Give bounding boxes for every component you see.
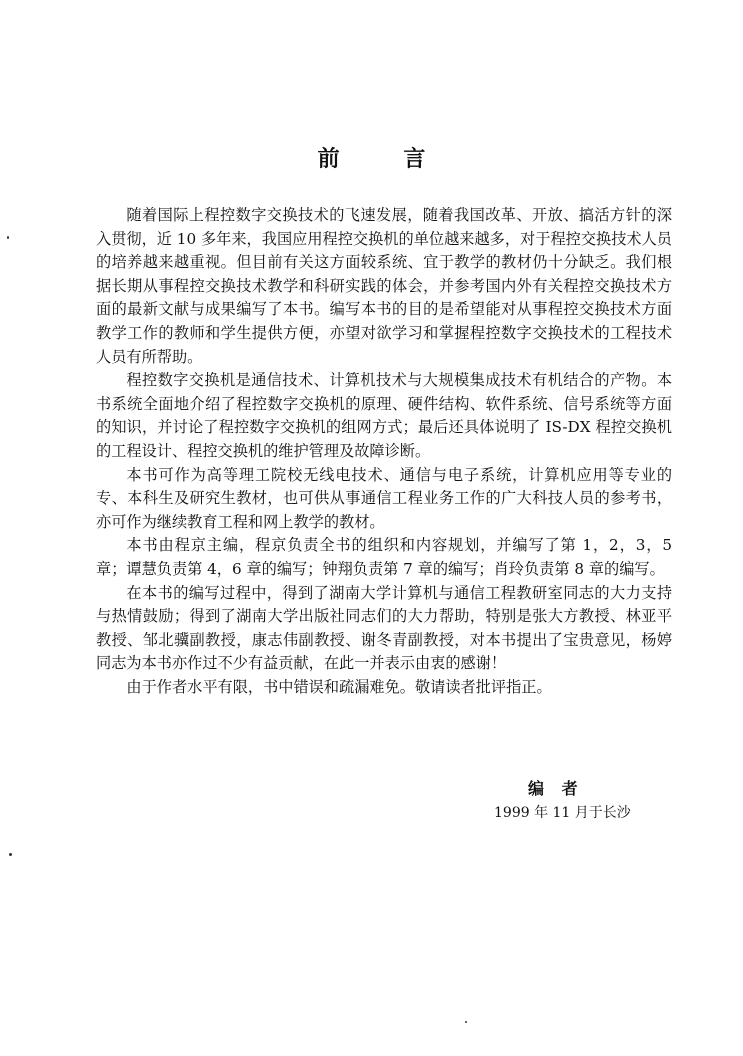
scan-speck <box>9 853 12 856</box>
scan-speck <box>465 1021 467 1023</box>
paragraph: 程控数字交换机是通信技术、计算机技术与大规模集成技术有机结合的产物。本书系统全面地介绍了程控数字交换机的原理、硬件结构、软件系统、信号系统等方面的知识，并讨论了程控数字交换机的组网方式；最后还具体说明了 IS-DX 程控交换机的工程设计、程控交换机的维护管理及故障诊断。 <box>96 371 672 460</box>
author-signature: 编 者 <box>528 779 584 798</box>
paragraph: 本书可作为高等理工院校无线电技术、通信与电子系统，计算机应用等专业的专、本科生及研究生教材，也可供从事通信工程业务工作的广大科技人员的参考书，亦可作为继续教育工程和网上教学的教材。 <box>96 465 672 531</box>
date-line: 1999 年 11 月于长沙 <box>494 805 631 821</box>
scan-speck <box>7 236 9 239</box>
preface-body <box>96 204 672 699</box>
paragraph: 随着国际上程控数字交换技术的飞速发展，随着我国改革、开放、搞活方针的深入贯彻，近 10 多年来，我国应用程控交换机的单位越来越多，对于程控交换技术人员的培养越来越重视。但目前有关这方面较系统、宜于教学的教材仍十分缺乏。我们根据长期从事程控交换技术教学和科研实践的体会，并参考国内外有关程控交换技术方面的最新文献与成果编写了本书。编写本书的目的是希望能对从事程控交换技术方面教学工作的教师和学生提供方便，亦望对欲学习和掌握程控数字交换技术的工程技术人员有所帮助。 <box>96 206 672 366</box>
page-title: 前 言 <box>317 147 454 172</box>
paragraph: 本书由程京主编，程京负责全书的组织和内容规划，并编写了第 1，2，3，5 章；谭慧负责第 4，6 章的编写；钟翔负责第 7 章的编写；肖玲负责第 8 章的编写。 <box>96 536 672 578</box>
paragraph: 在本书的编写过程中，得到了湖南大学计算机与通信工程教研室同志的大力支持与热情鼓励；得到了湖南大学出版社同志们的大力帮助，特别是张大方教授、林亚平教授、邹北骥副教授，康志伟副教授、谢冬青副教授，对本书提出了宝贵意见，杨婷同志为本书亦作过不少有益贡献，在此一并表示由衷的感谢！ <box>96 583 672 673</box>
paragraph: 由于作者水平有限，书中错误和疏漏难免。敬请读者批评指正。 <box>126 677 552 696</box>
